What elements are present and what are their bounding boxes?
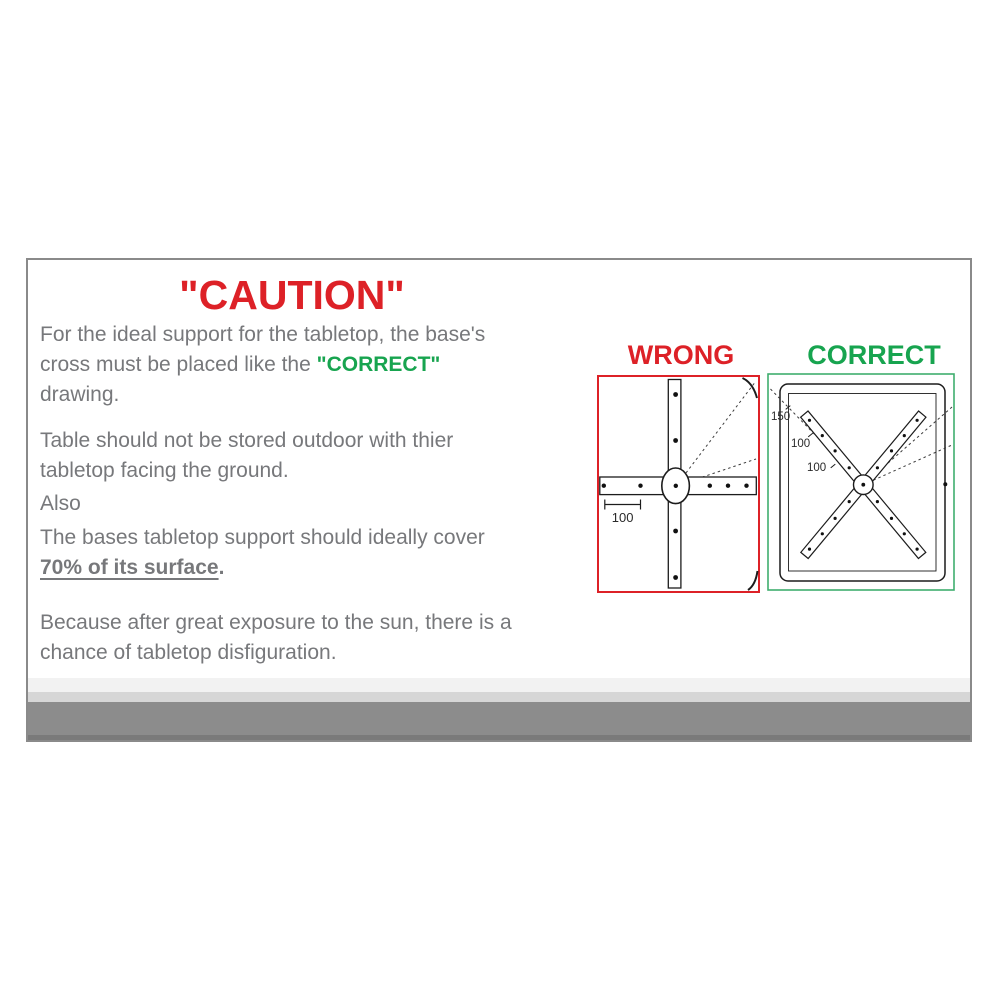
scrollbar-shadow	[28, 692, 970, 702]
footer-bar	[28, 702, 970, 735]
footer-bar-edge	[28, 735, 970, 740]
text-segment: cross must be placed like the	[40, 353, 317, 376]
text-line: drawing.	[40, 383, 120, 406]
text-line: The bases tabletop support should ideally cover	[40, 526, 485, 549]
text-line: Table should not be stored outdoor with thier	[40, 429, 454, 452]
paragraph-ideal-support	[40, 320, 485, 410]
text-line: tabletop facing the ground.	[40, 459, 289, 482]
caution-title: "CAUTION"	[179, 272, 405, 318]
dimension-label-100: 100	[807, 462, 827, 474]
paragraph-coverage	[40, 523, 485, 583]
document-content	[28, 260, 970, 740]
text-line: chance of tabletop disfiguration.	[40, 641, 337, 664]
text-line: Because after great exposure to the sun, there is a	[40, 611, 512, 634]
correct-highlight: "CORRECT"	[316, 353, 441, 376]
paragraph-storage	[40, 426, 453, 486]
correct-label: CORRECT	[807, 340, 941, 370]
underlined-70-percent: 70% of its surface	[40, 556, 219, 579]
dimension-label-100: 100	[611, 510, 634, 525]
document-window	[26, 258, 972, 742]
dimension-label-100: 100	[791, 438, 811, 450]
paragraph-sun-exposure	[40, 608, 512, 668]
wrong-label: WRONG	[627, 340, 735, 370]
text-line	[40, 553, 485, 583]
text-line: For the ideal support for the tabletop, the base's	[40, 323, 486, 346]
text-segment: .	[218, 556, 225, 579]
dimension-label-150: 150	[771, 411, 791, 423]
correct-diagram	[767, 373, 955, 591]
wrong-diagram	[597, 375, 760, 593]
horizontal-scrollbar-track[interactable]	[28, 678, 970, 692]
also-line: Also	[40, 492, 81, 515]
text-line	[40, 350, 485, 380]
